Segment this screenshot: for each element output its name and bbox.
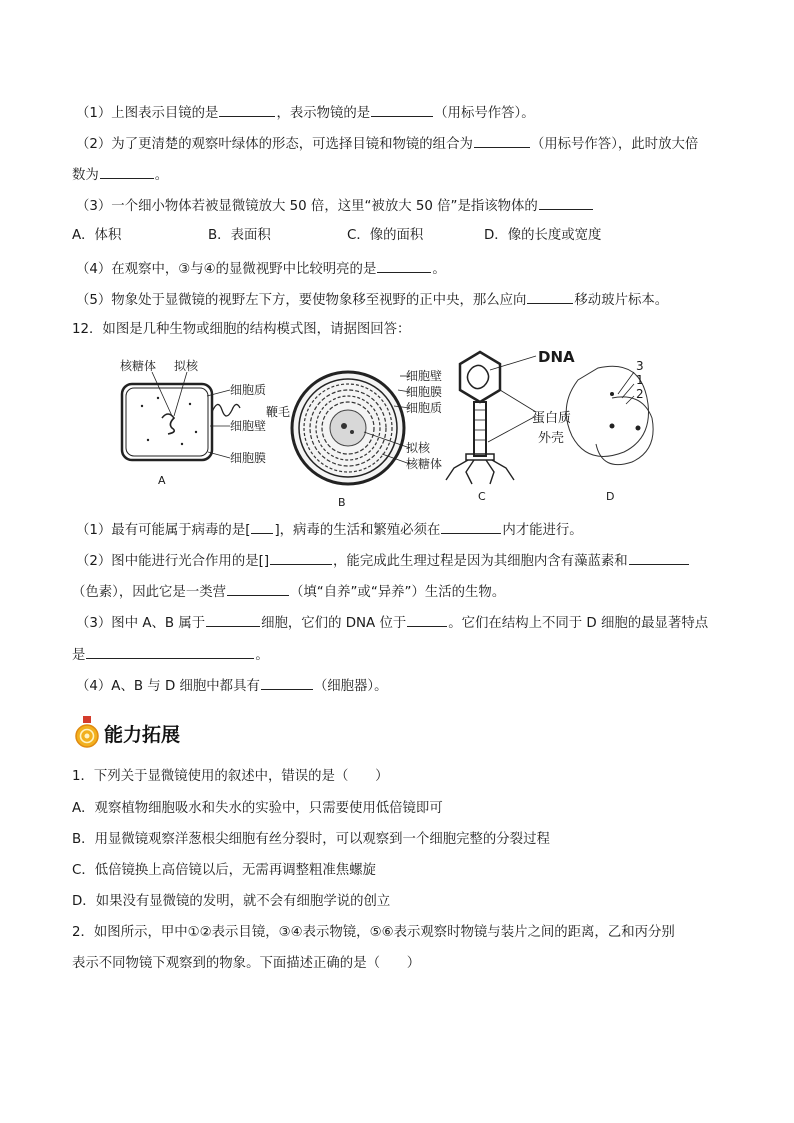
section-header <box>74 716 180 750</box>
label-ribosome-b: 核糖体 <box>406 457 443 471</box>
ext1-option-c[interactable]: C．低倍镜换上高倍镜以后，无需再调整粗准焦螺旋 <box>72 863 376 878</box>
option-c[interactable]: C．像的面积 <box>347 228 424 243</box>
figure-d-cells <box>566 359 653 503</box>
caption-b: B <box>338 496 346 506</box>
q11-part3-options <box>72 227 601 245</box>
bacterium-membrane <box>126 388 208 456</box>
ext1-stem: 1．下列关于显微镜使用的叙述中，错误的是（ ） <box>72 769 389 784</box>
option-a[interactable]: A．体积 <box>72 228 122 243</box>
label-ribosome-a: 核糖体 <box>120 359 157 373</box>
nucleoid-region <box>330 410 366 446</box>
caption-a: A <box>158 474 166 487</box>
label-flagellum-a: 鞭毛 <box>266 405 291 419</box>
q11-part5: （5）物象处于显微镜的视野左下方，要使物象移至视野的正中央，那么应向 移动玻片标本。 <box>76 290 668 310</box>
bacterium-body <box>122 384 212 460</box>
label-nucleoid-b: 拟核 <box>406 441 431 455</box>
figure-c-bacteriophage <box>446 348 575 503</box>
answer-blank[interactable] <box>251 520 273 534</box>
label-cytoplasm-a: 细胞质 <box>230 383 267 397</box>
answer-blank[interactable] <box>86 645 254 659</box>
label-cellwall-a: 细胞壁 <box>230 419 267 433</box>
answer-blank[interactable] <box>377 259 431 273</box>
label-cytoplasm-b: 细胞质 <box>406 401 443 415</box>
answer-blank[interactable] <box>261 676 313 690</box>
phage-head <box>460 352 500 402</box>
figure-b-cyanobacterium <box>292 369 442 506</box>
q12-part2-cont: （色素），因此它是一类营 （填“自养”或“异养”）生活的生物。 <box>72 582 505 602</box>
nucleoid-shape <box>162 414 174 434</box>
q11-part3: （3）一个细小物体若被显微镜放大 50 倍，这里“被放大 50 倍”是指该物体的 <box>76 196 594 216</box>
caption-c: C <box>478 490 486 503</box>
label-3-d: 3 <box>636 359 644 373</box>
answer-blank[interactable] <box>270 551 332 565</box>
q11-part2-cont: 数为 。 <box>72 165 168 185</box>
flagellum-shape <box>212 404 240 416</box>
answer-blank[interactable] <box>629 551 689 565</box>
phage-dna <box>467 365 488 388</box>
option-b[interactable]: B．表面积 <box>208 228 271 243</box>
answer-blank[interactable] <box>407 613 447 627</box>
label-membrane-b: 细胞膜 <box>406 385 443 399</box>
q12-part2: （2）图中能进行光合作用的是[] ，能完成此生理过程是因为其细胞内含有藻蓝素和 <box>76 551 690 571</box>
q12-part3-cont: 是 。 <box>72 645 269 665</box>
answer-blank[interactable] <box>474 134 530 148</box>
q11-part1: （1）上图表示目镜的是 ，表示物镜的是 （用标号作答）。 <box>76 103 535 123</box>
answer-blank[interactable] <box>100 165 154 179</box>
ext2-stem-line1: 2．如图所示，甲中①②表示目镜，③④表示物镜，⑤⑥表示观察时物镜与装片之间的距离，乙和丙分别 <box>72 925 675 940</box>
medal-icon <box>74 716 100 750</box>
q12-part3: （3）图中 A、B 属于 细胞，它们的 DNA 位于 。它们在结构上不同于 D 细胞的最显著特点 <box>76 613 708 633</box>
label-cellwall-b: 细胞壁 <box>406 369 443 383</box>
q11-part2: （2）为了更清楚的观察叶绿体的形态，可选择目镜和物镜的组合为 （用标号作答），此时放大倍 <box>76 134 698 154</box>
label-2-d: 2 <box>636 387 644 401</box>
answer-blank[interactable] <box>219 103 275 117</box>
label-protein-c: 蛋白质 <box>532 411 572 426</box>
answer-blank[interactable] <box>206 613 260 627</box>
answer-blank[interactable] <box>527 290 573 304</box>
answer-blank[interactable] <box>371 103 433 117</box>
ext2-stem-line2: 表示不同物镜下观察到的物象。下面描述正确的是（ ） <box>72 956 421 971</box>
caption-d: D <box>606 490 615 503</box>
q12-part1: （1）最有可能属于病毒的是[ ]，病毒的生活和繁殖必须在 内才能进行。 <box>76 520 583 540</box>
q12-stem: 12．如图是几种生物或细胞的结构模式图，请据图回答： <box>72 322 411 337</box>
ext1-option-b[interactable]: B．用显微镜观察洋葱根尖细胞有丝分裂时，可以观察到一个细胞完整的分裂过程 <box>72 832 550 847</box>
cell-structure-figure <box>112 346 672 506</box>
answer-blank[interactable] <box>441 520 501 534</box>
label-dna-c: DNA <box>538 348 575 366</box>
label-coat-c: 外壳 <box>538 431 565 446</box>
label-nucleoid-a: 拟核 <box>174 359 199 373</box>
answer-blank[interactable] <box>539 196 593 210</box>
figure-a-bacterium <box>120 358 290 487</box>
q11-part4: （4）在观察中，③与④的显微视野中比较明亮的是 。 <box>76 259 446 279</box>
option-d[interactable]: D．像的长度或宽度 <box>484 228 602 243</box>
label-1-d: 1 <box>636 373 644 387</box>
section-title: 能力拓展 <box>104 723 181 746</box>
ext1-option-d[interactable]: D．如果没有显微镜的发明，就不会有细胞学说的创立 <box>72 894 391 909</box>
answer-blank[interactable] <box>227 582 289 596</box>
label-membrane-a: 细胞膜 <box>230 451 267 465</box>
ext1-option-a[interactable]: A．观察植物细胞吸水和失水的实验中，只需要使用低倍镜即可 <box>72 801 443 816</box>
q12-part4: （4）A、B 与 D 细胞中都具有 （细胞器）。 <box>76 676 388 696</box>
